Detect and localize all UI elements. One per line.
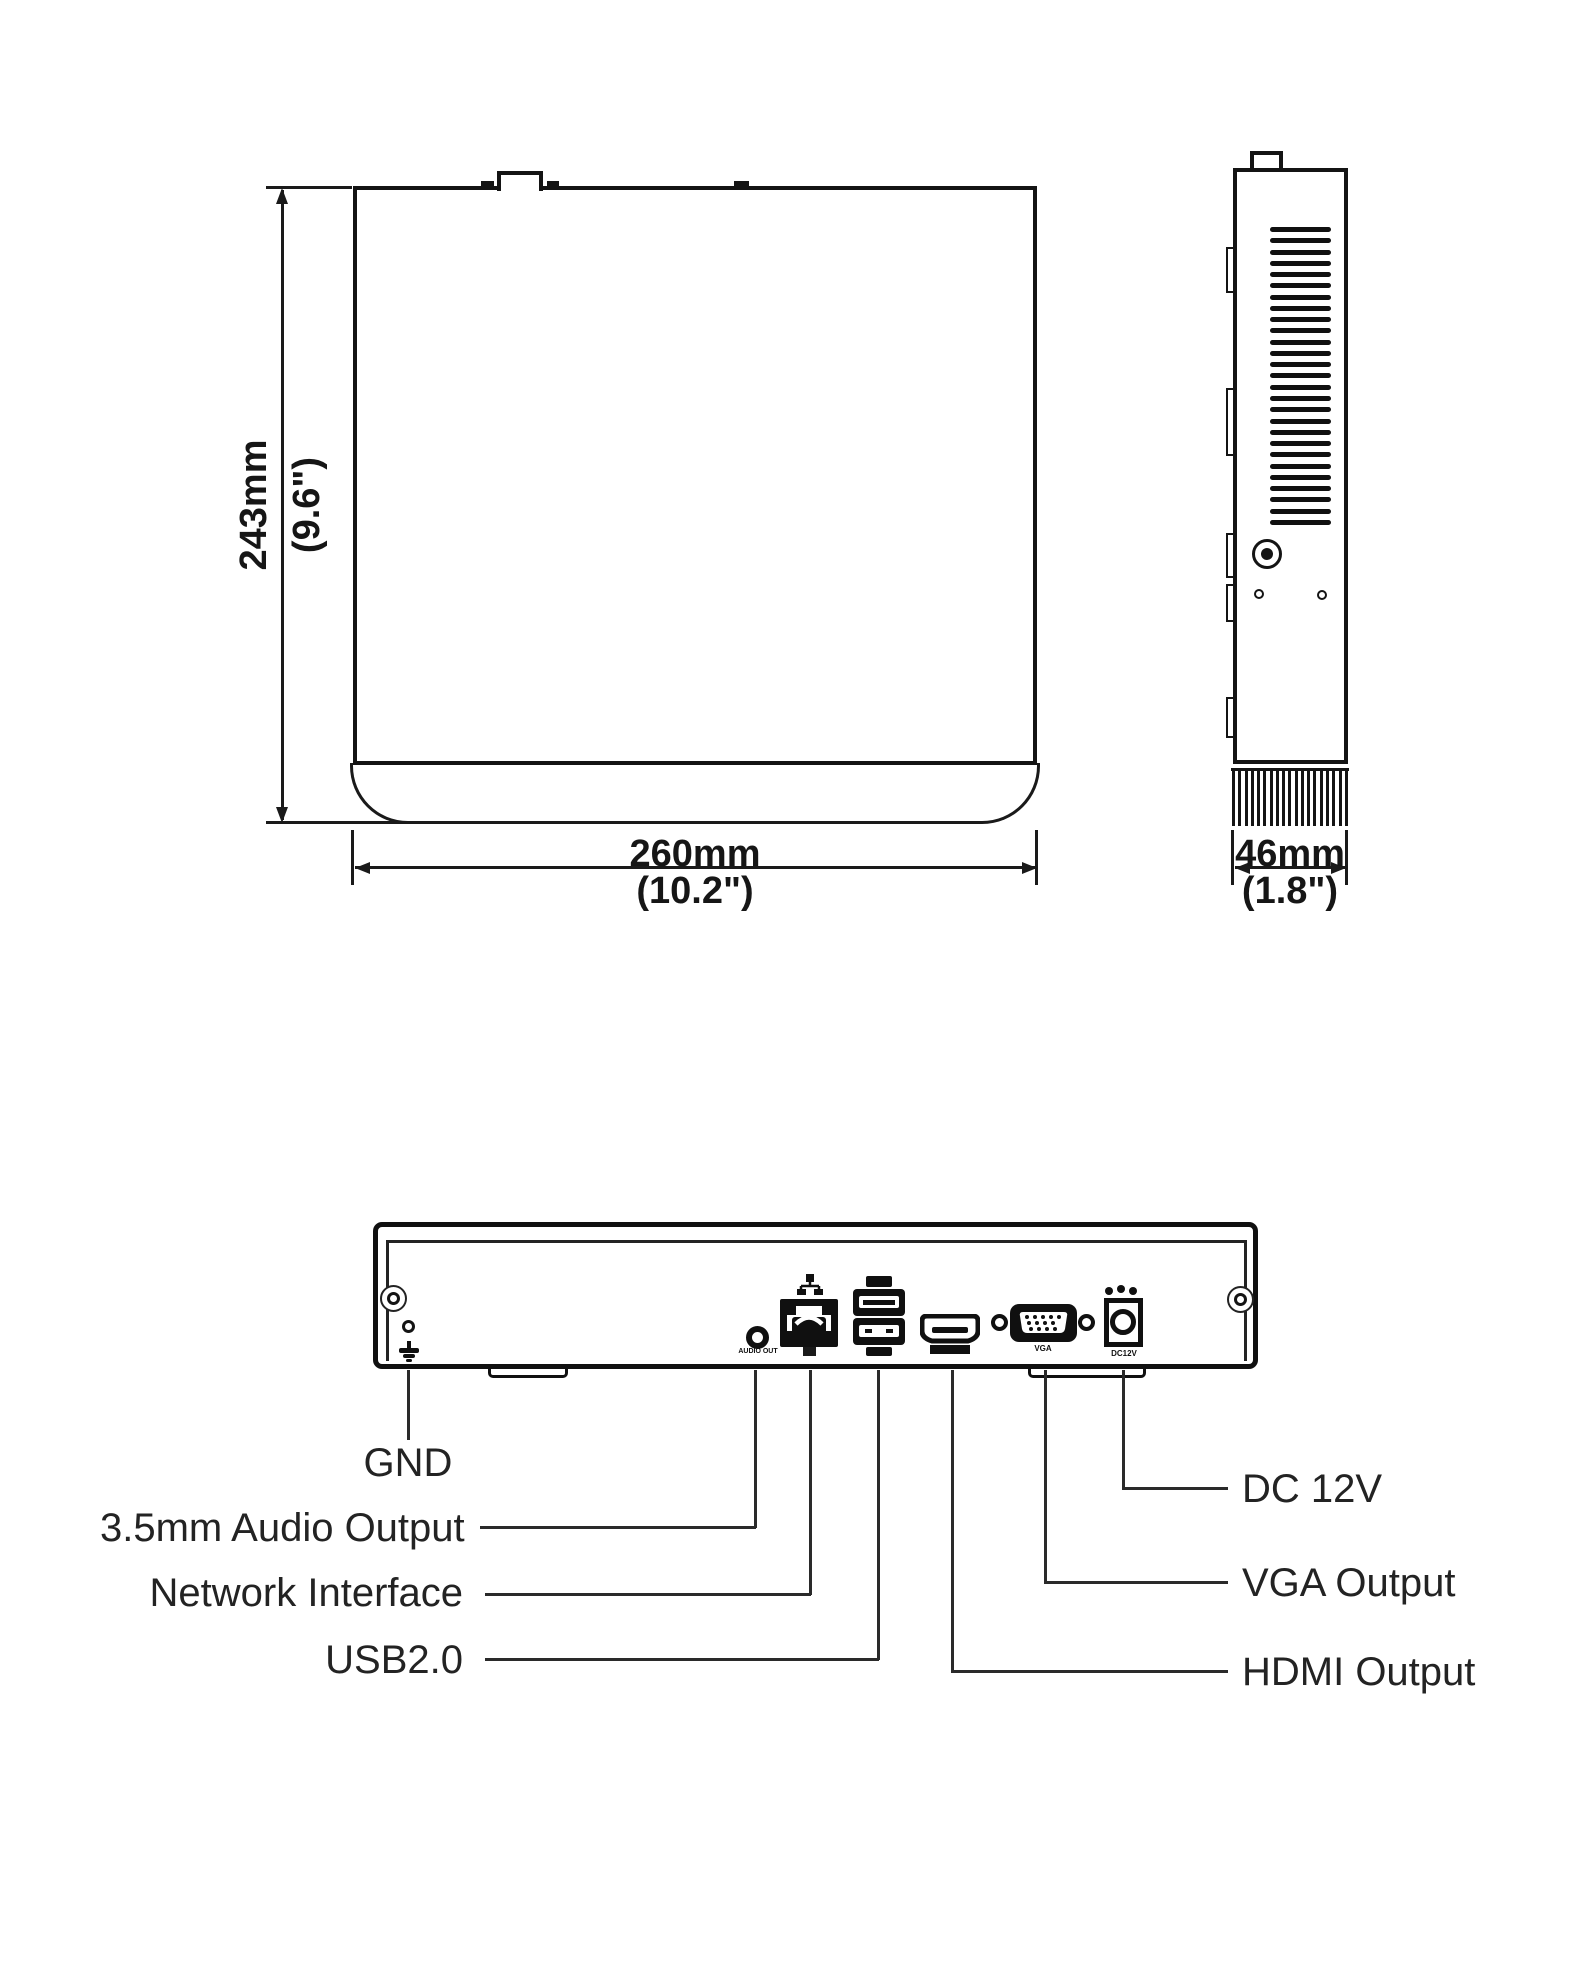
leader-dc-h [1122, 1487, 1228, 1490]
dc-dot [1117, 1285, 1125, 1293]
leader-network-h [485, 1593, 811, 1596]
dim-height-inch: (9.6") [286, 456, 328, 554]
vent-slot [1270, 385, 1331, 390]
dim-depth-inch: (1.8") [1241, 870, 1339, 912]
vent-slot [1270, 283, 1331, 288]
vent-slot [1270, 441, 1331, 446]
dim-arrow-right [1022, 862, 1037, 874]
vent-slot [1270, 509, 1331, 514]
fin [1326, 771, 1329, 826]
vent-slot [1270, 464, 1331, 469]
hdmi-port [920, 1314, 980, 1356]
vent-slot [1270, 497, 1331, 502]
vga-screw-left [991, 1314, 1008, 1331]
fin [1288, 771, 1291, 826]
vga-port-label: VGA [1034, 1344, 1052, 1353]
fin [1251, 771, 1254, 826]
vga-port [1010, 1302, 1077, 1345]
leader-dc-v [1122, 1370, 1125, 1489]
vent-slot [1270, 340, 1331, 345]
leader-gnd [407, 1370, 410, 1440]
side-mount-tab [1226, 388, 1235, 456]
dim-width-mm: 260mm [629, 833, 761, 875]
usb-ports [853, 1276, 905, 1356]
leader-usb-h [485, 1658, 879, 1661]
vent-slot [1270, 272, 1331, 277]
vent-slot [1270, 351, 1331, 356]
rear-screw-hole-right [1234, 1293, 1247, 1306]
dim-ext-line-bottom [266, 821, 414, 824]
side-view-handle-tab [1250, 151, 1283, 172]
vent-slot [1270, 407, 1331, 412]
rear-screw-hole-left [387, 1292, 400, 1305]
side-screw-center [1261, 548, 1273, 560]
leader-audio-v [754, 1370, 757, 1528]
dim-ext-line-left [351, 830, 354, 885]
dim-arrow-up [276, 188, 288, 204]
vent-slot [1270, 396, 1331, 401]
fin [1339, 771, 1342, 826]
network-port-stem [803, 1347, 816, 1356]
vent-slot [1270, 520, 1331, 525]
label-hdmi-output: HDMI Output [1242, 1650, 1476, 1694]
top-edge-nub [734, 181, 749, 187]
fin [1245, 771, 1248, 826]
fin [1232, 771, 1235, 826]
dim-depth-mm: 46mm [1235, 833, 1345, 875]
fin [1276, 771, 1279, 826]
label-gnd: GND [363, 1441, 453, 1485]
fin [1257, 771, 1260, 826]
fin [1332, 771, 1335, 826]
leader-vga-h [1044, 1581, 1228, 1584]
side-mount-tab [1226, 533, 1235, 578]
label-vga-output: VGA Output [1242, 1561, 1456, 1605]
label-network-interface: Network Interface [149, 1571, 463, 1615]
heatsink-fins [1232, 771, 1348, 826]
vent-slot [1270, 419, 1331, 424]
label-usb: USB2.0 [325, 1638, 463, 1682]
vent-slot [1270, 250, 1331, 255]
leader-network-v [809, 1370, 812, 1595]
top-view-handle-tab [497, 171, 543, 191]
vga-screw-right [1078, 1314, 1095, 1331]
top-view-outline [353, 186, 1037, 765]
vent-slot [1270, 295, 1331, 300]
vent-slot [1270, 227, 1331, 232]
vent-slot [1270, 306, 1331, 311]
rear-panel-lid-line [388, 1240, 1245, 1243]
fin [1295, 771, 1298, 826]
top-edge-nub [547, 181, 559, 187]
top-view-base-skirt [350, 763, 1040, 824]
dc-dot [1129, 1287, 1137, 1295]
dc-jack-ring [1110, 1309, 1136, 1335]
dim-width-inch: (10.2") [636, 870, 754, 912]
fin [1313, 771, 1316, 826]
label-audio-output: 3.5mm Audio Output [100, 1506, 465, 1550]
dim-height-mm: 243mm [233, 439, 275, 571]
fin [1270, 771, 1273, 826]
dc-dot [1105, 1287, 1113, 1295]
top-edge-nub [481, 181, 494, 187]
leader-hdmi-v [951, 1370, 954, 1672]
network-port [780, 1299, 838, 1349]
dim-ext-line-right [1035, 830, 1038, 885]
fin [1320, 771, 1323, 826]
fin [1307, 771, 1310, 826]
vent-slot [1270, 452, 1331, 457]
leader-hdmi-h [951, 1670, 1228, 1673]
side-small-hole [1254, 589, 1264, 599]
vent-slots [1270, 227, 1331, 525]
ground-icon [397, 1341, 421, 1362]
ethernet-icon [797, 1274, 823, 1295]
dim-height-label [228, 345, 340, 665]
fin [1301, 771, 1304, 826]
fin [1263, 771, 1266, 826]
fin [1345, 771, 1348, 826]
dim-arrow-left [355, 862, 370, 874]
vent-slot [1270, 430, 1331, 435]
side-mount-tab [1226, 584, 1235, 622]
fin [1238, 771, 1241, 826]
audio-jack [746, 1326, 769, 1349]
vent-slot [1270, 238, 1331, 243]
dim-arrow-down [276, 807, 288, 823]
dc-port-label: DC12V [1111, 1349, 1137, 1358]
side-small-hole [1317, 590, 1327, 600]
label-dc-12v: DC 12V [1242, 1467, 1383, 1511]
vent-slot [1270, 373, 1331, 378]
vent-slot [1270, 328, 1331, 333]
vent-slot [1270, 362, 1331, 367]
leader-audio-h [480, 1526, 756, 1529]
gnd-terminal-hole [402, 1320, 415, 1333]
leader-vga-v [1044, 1370, 1047, 1583]
vent-slot [1270, 317, 1331, 322]
fin [1282, 771, 1285, 826]
rear-foot [488, 1366, 568, 1378]
vent-slot [1270, 261, 1331, 266]
vent-slot [1270, 486, 1331, 491]
audio-port-label: AUDIO OUT [738, 1348, 778, 1355]
side-mount-tab [1226, 247, 1235, 293]
leader-usb-v [877, 1370, 880, 1660]
side-mount-tab [1226, 697, 1235, 738]
vent-slot [1270, 475, 1331, 480]
